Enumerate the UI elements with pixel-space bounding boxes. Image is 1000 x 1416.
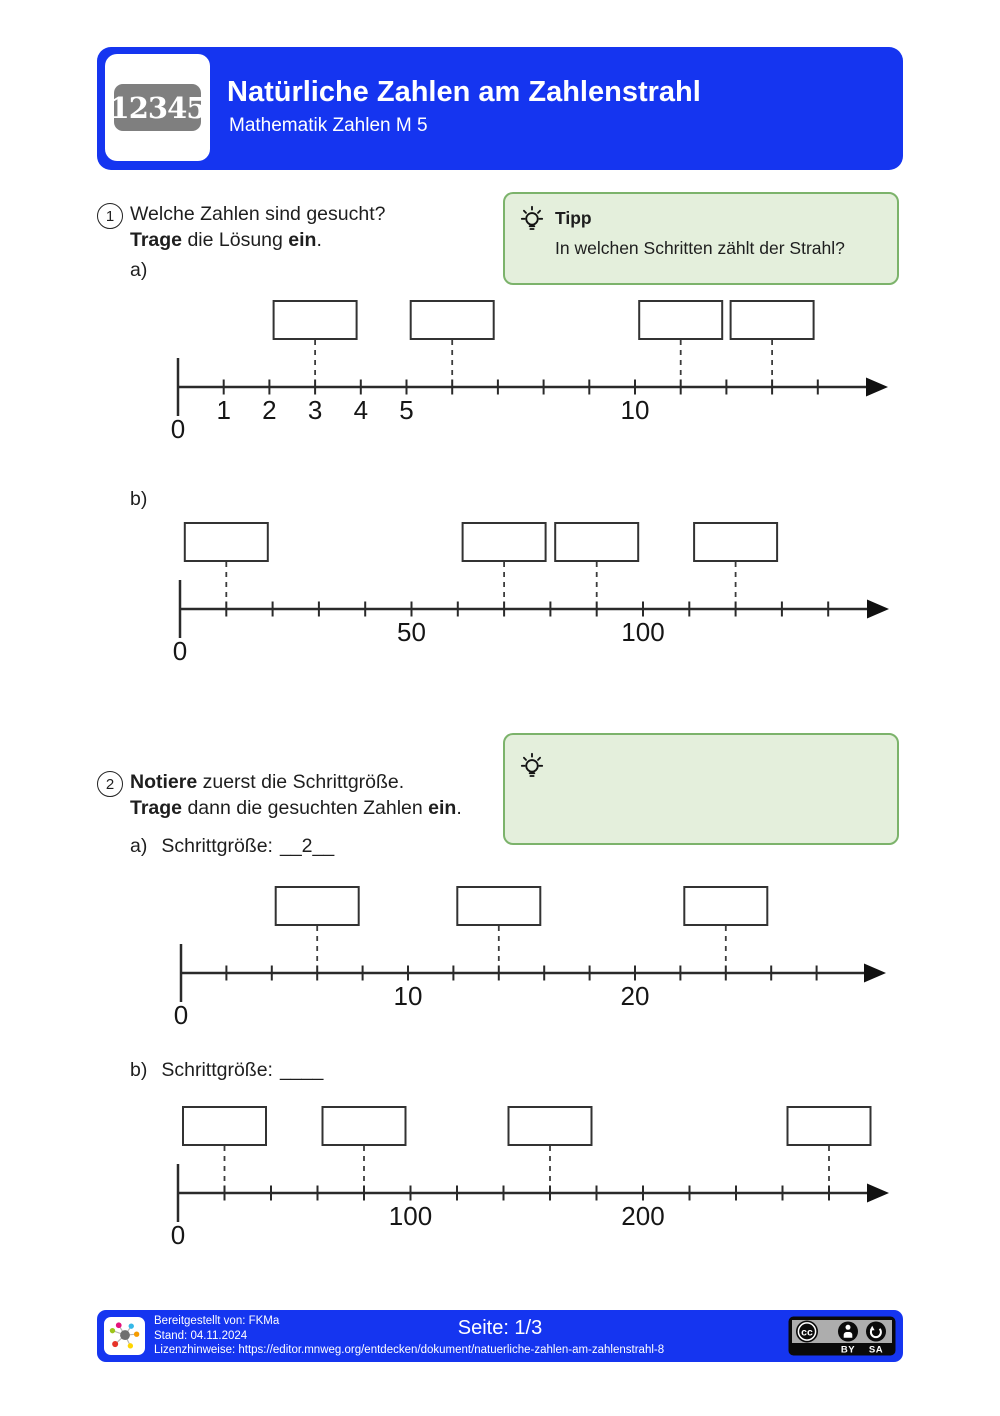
task1-instruction-line1: Welche Zahlen sind gesucht? — [130, 203, 386, 225]
answer-box[interactable] — [463, 523, 546, 561]
step-size-label: Schrittgröße: — [161, 835, 273, 857]
answer-box[interactable] — [274, 301, 357, 339]
tick-label: 1 — [216, 395, 231, 426]
answer-box[interactable] — [731, 301, 814, 339]
task1-number: 1 — [97, 203, 123, 229]
task1-bold-trage: Trage — [130, 229, 183, 251]
answer-box[interactable] — [509, 1107, 592, 1145]
tip-text: In welchen Schritten zählt der Strahl? — [555, 238, 845, 258]
answer-box[interactable] — [639, 301, 722, 339]
task2-bold-notiere: Notiere — [130, 771, 198, 793]
page-indicator: Seite: 1/3 — [457, 1317, 543, 1339]
tip-title: Tipp — [555, 208, 592, 228]
tick-label: 200 — [621, 1201, 665, 1232]
answer-box[interactable] — [684, 887, 767, 925]
number-line-2b — [0, 1093, 1000, 1268]
arrow-head-icon — [864, 964, 886, 983]
cc-by-sa-badge[interactable] — [788, 1316, 896, 1356]
tick-label: 5 — [399, 395, 414, 426]
task2-mid-text: dann die gesuchten Zahlen — [182, 797, 429, 819]
tick-label: 50 — [397, 617, 426, 648]
share-alike-arrow-icon — [866, 1322, 886, 1342]
answer-box[interactable] — [185, 523, 268, 561]
section-1b-label: b) — [130, 488, 148, 510]
tick-label: 10 — [620, 395, 650, 426]
arrow-head-icon — [867, 600, 889, 619]
section-2a-label: a) — [130, 835, 148, 857]
step-size-value-2a[interactable]: __2__ — [279, 835, 335, 857]
tick-label: 4 — [353, 395, 369, 426]
step-size-label: Schrittgröße: — [161, 1059, 273, 1081]
task1-bold-ein: ein — [288, 229, 317, 251]
tick-label: 100 — [388, 1201, 433, 1232]
task2-bold-ein: ein — [428, 797, 457, 819]
answer-box[interactable] — [183, 1107, 266, 1145]
answer-box[interactable] — [788, 1107, 871, 1145]
task2-number: 2 — [97, 771, 123, 797]
footer-bar — [97, 1310, 903, 1362]
section-1a-label: a) — [130, 259, 148, 281]
attribution-person-icon — [838, 1322, 858, 1342]
answer-box[interactable] — [457, 887, 540, 925]
svg-text:cc: cc — [801, 1326, 813, 1339]
tick-label: 0 — [172, 636, 188, 667]
arrow-head-icon — [866, 378, 888, 397]
answer-box[interactable] — [555, 523, 638, 561]
answer-box[interactable] — [694, 523, 777, 561]
step-size-blank-2b[interactable]: ____ — [279, 1059, 324, 1081]
task2-end-dot: . — [456, 797, 462, 819]
answer-box[interactable] — [276, 887, 359, 925]
tick-label: 100 — [621, 617, 665, 648]
tick-label: 2 — [262, 395, 277, 426]
task1-end-dot: . — [316, 229, 322, 251]
task2-rest-text: zuerst die Schrittgröße. — [197, 771, 405, 793]
tick-label: 0 — [170, 1220, 186, 1251]
tick-label: 3 — [307, 395, 323, 426]
footer-date: Stand: 04.11.2024 — [154, 1329, 248, 1342]
footer-provided-by: Bereitgestellt von: FKMa — [154, 1315, 280, 1327]
task1-mid-text: die Lösung — [182, 229, 289, 251]
number-line-1b — [0, 509, 1000, 684]
tick-label: 10 — [393, 981, 423, 1012]
task2-bold-trage: Trage — [130, 797, 183, 819]
footer-license-link[interactable]: Lizenzhinweise: https://editor.mnweg.org/entdecken/dokument/natuerliche-zahlen-am-zahlenstrahl-8 — [154, 1344, 665, 1357]
page-subtitle: Mathematik Zahlen M 5 — [229, 115, 428, 136]
answer-box[interactable] — [323, 1107, 406, 1145]
tick-label: 0 — [170, 414, 186, 445]
answer-box[interactable] — [411, 301, 494, 339]
number-line-2a — [0, 873, 1000, 1048]
tick-label: 0 — [173, 1000, 189, 1031]
arrow-head-icon — [867, 1184, 889, 1203]
page-title: Natürliche Zahlen am Zahlenstrahl — [227, 76, 701, 108]
svg-text:BY: BY — [840, 1344, 856, 1356]
svg-text:SA: SA — [868, 1344, 884, 1356]
numbers-logo: 12345 — [114, 84, 201, 131]
tick-label: 20 — [620, 981, 650, 1012]
number-line-1a — [0, 287, 1000, 462]
section-2b-label: b) — [130, 1059, 148, 1081]
